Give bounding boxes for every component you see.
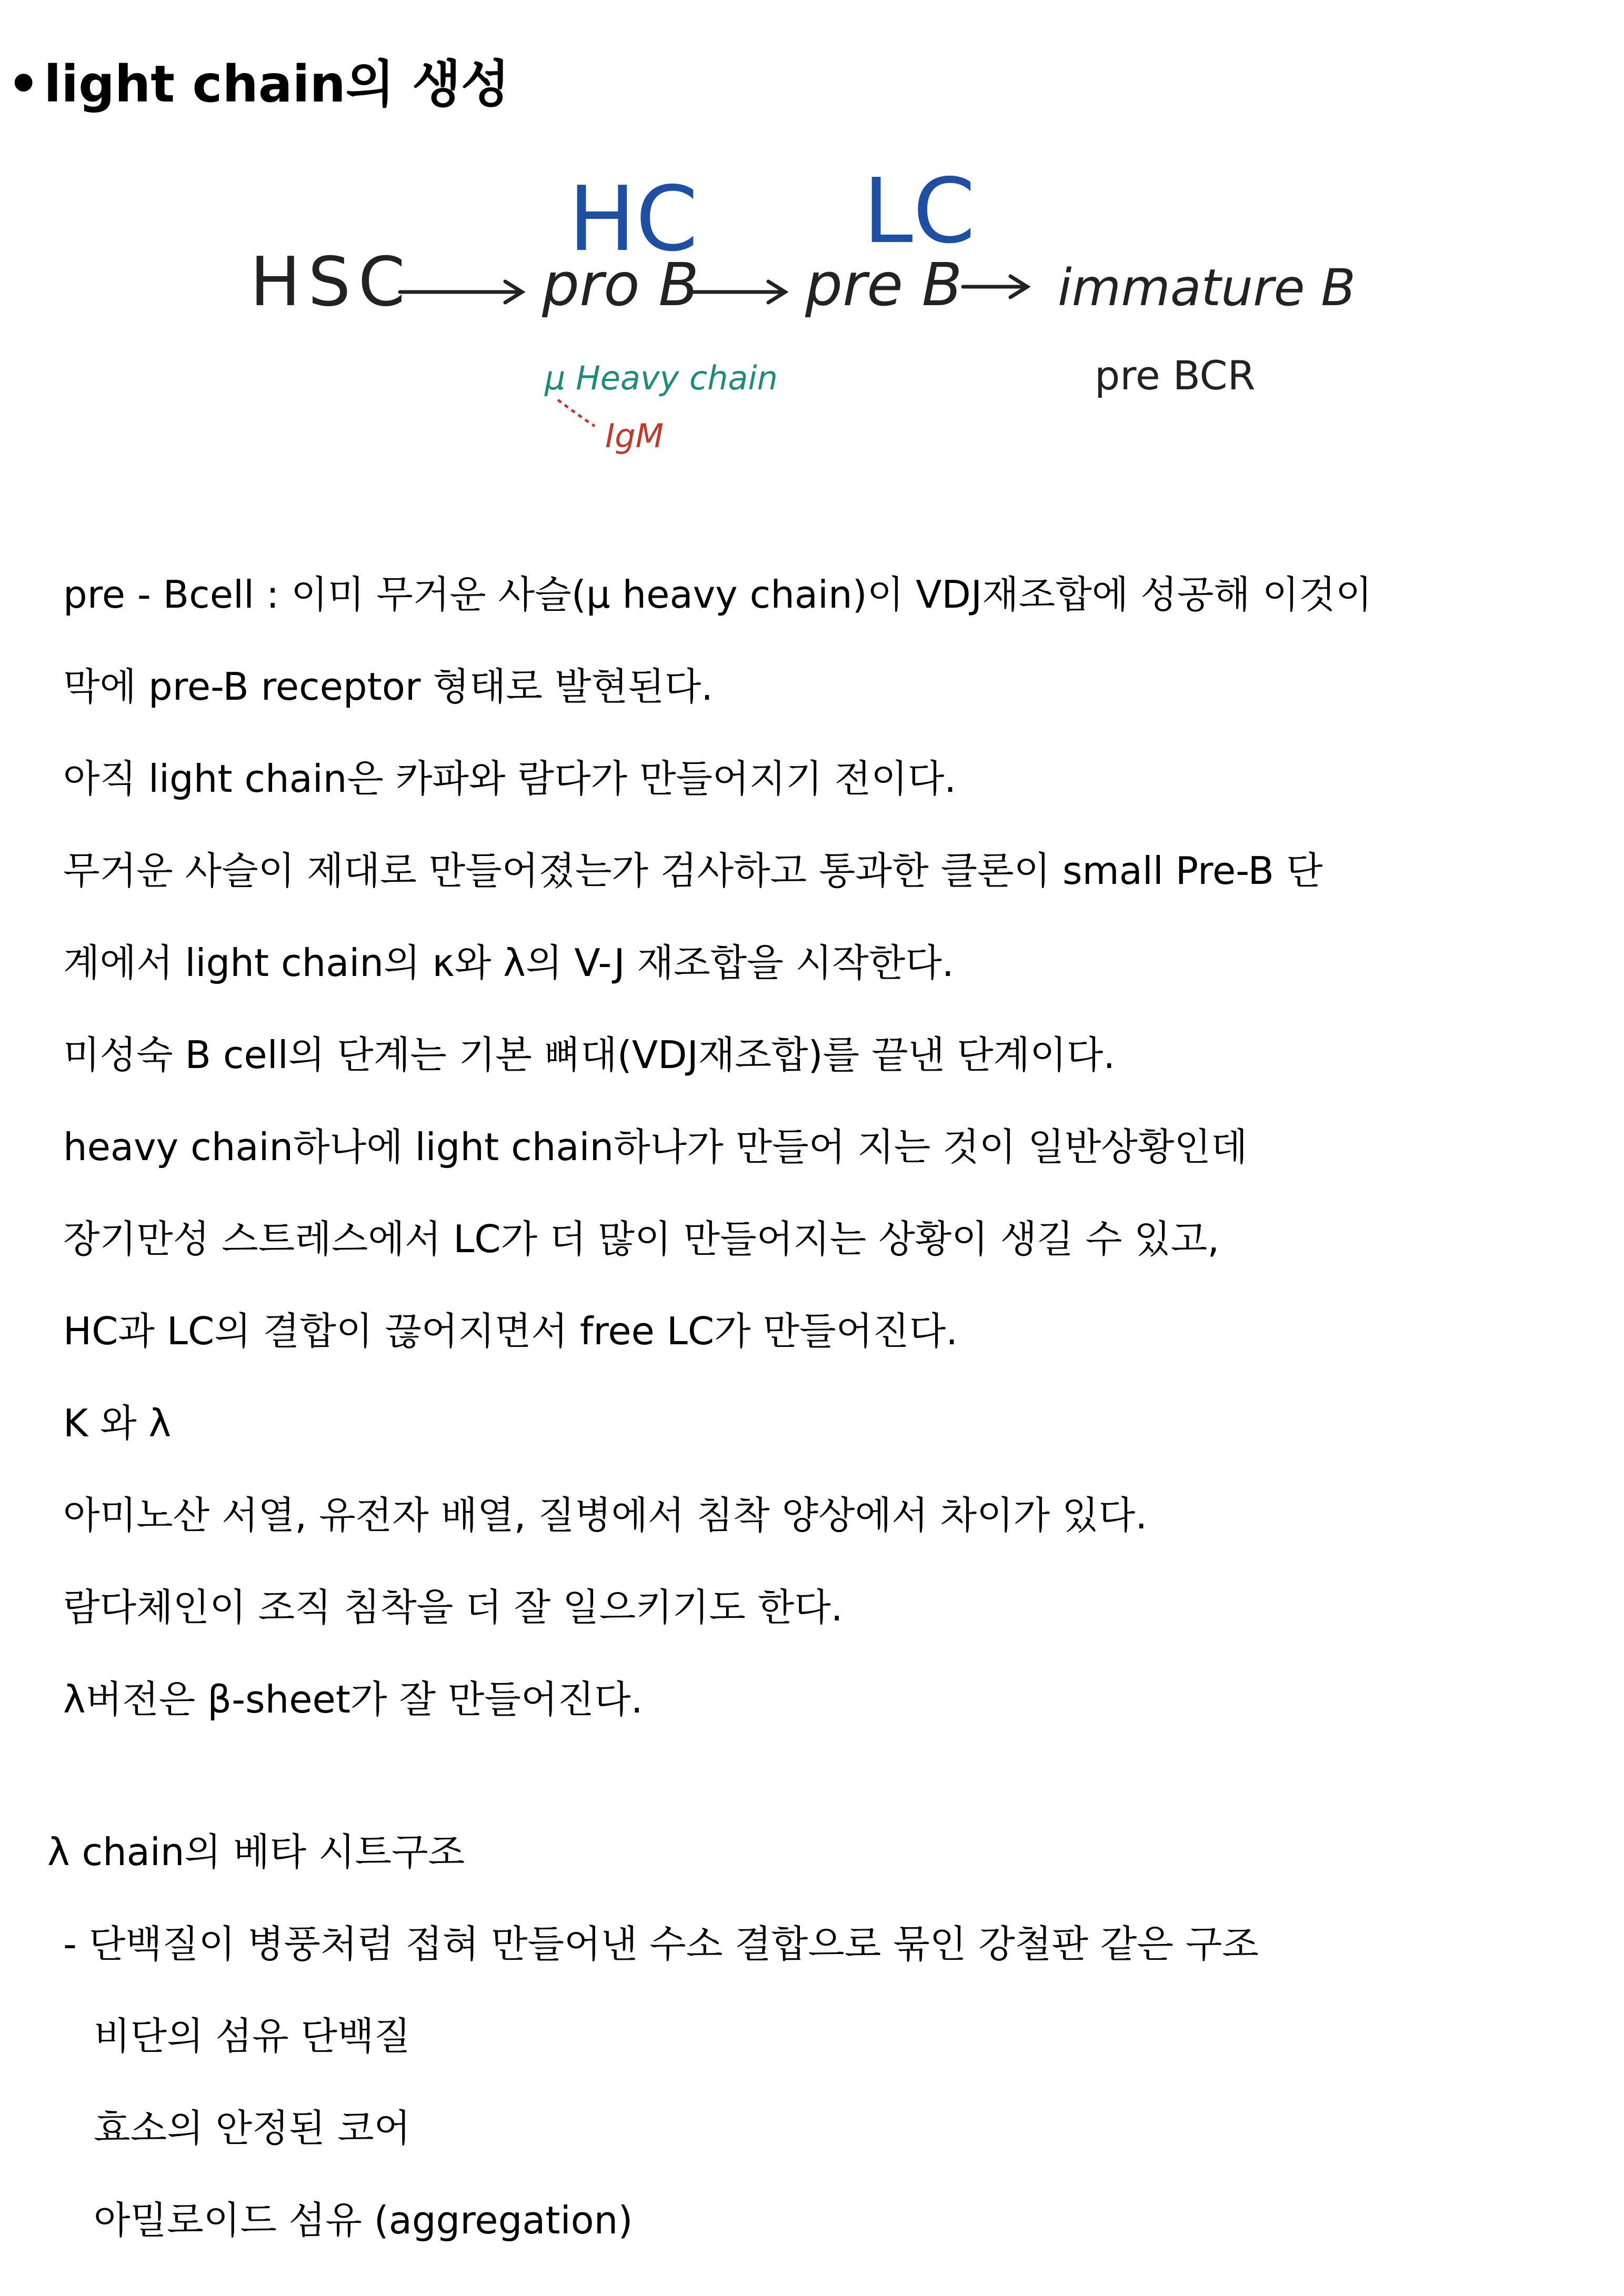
stage-hsc: HSC: [250, 243, 413, 321]
note-mu-heavy-chain: μ Heavy chain: [545, 359, 778, 397]
body-line-13: λ버전은 β-sheet가 잘 만들어진다.: [63, 1677, 643, 1721]
body-line-12: 람다체인이 조직 침착을 더 잘 일으키기도 한다.: [63, 1585, 843, 1629]
arrow-icon: [689, 281, 785, 303]
lambda-item-4: 아밀로이드 섬유 (aggregation): [94, 2198, 633, 2242]
label-lc: LC: [863, 159, 976, 264]
title-bullet: •: [7, 55, 40, 114]
label-hc: HC: [568, 167, 698, 271]
body-line-6: 미성숙 B cell의 단계는 기본 뼈대(VDJ재조합)를 끝낸 단계이다.: [63, 1033, 1116, 1077]
body-line-10: K 와 λ: [63, 1401, 172, 1445]
body-line-2: 막에 pre-B receptor 형태로 발현된다.: [63, 664, 714, 709]
body-line-7: heavy chain하나에 light chain하나가 만들어 지는 것이 일반상황인데: [63, 1125, 1248, 1169]
lambda-item-3: 효소의 안정된 코어: [94, 2106, 411, 2150]
arrow-icon: [963, 276, 1027, 297]
body-line-3: 아직 light chain은 카파와 람다가 만들어지기 전이다.: [63, 757, 957, 801]
lambda-item-2: 비단의 섬유 단백질: [94, 2014, 411, 2058]
dotted-arrow-icon: [558, 400, 595, 426]
body-line-11: 아미노산 서열, 유전자 배열, 질병에서 침착 양상에서 차이가 있다.: [63, 1493, 1148, 1537]
stage-immature-b: immature B: [1058, 258, 1356, 317]
body-line-4: 무거운 사슬이 제대로 만들어졌는가 검사하고 통과한 클론이 small Pre-B 단: [63, 849, 1323, 893]
stage-pre-b: pre B: [805, 251, 963, 319]
lambda-section-heading: λ chain의 베타 시트구조: [47, 1830, 465, 1874]
body-line-1: pre - Bcell : 이미 무거운 사슬(μ heavy chain)이 VDJ재조합에 성공해 이것이: [63, 572, 1372, 617]
note-pre-bcr: pre BCR: [1095, 352, 1256, 399]
title-text: light chain의 생성: [44, 55, 510, 114]
stage-pro-b: pro B: [542, 251, 699, 319]
body-line-5: 계에서 light chain의 κ와 λ의 V-J 재조합을 시작한다.: [63, 941, 954, 985]
body-line-9: HC과 LC의 결합이 끊어지면서 free LC가 만들어진다.: [63, 1309, 958, 1353]
arrow-icon: [400, 281, 522, 303]
note-igm: IgM: [605, 417, 664, 455]
b-cell-development-diagram: [0, 153, 1624, 479]
page-title: [7, 53, 509, 116]
lambda-item-1: - 단백질이 병풍처럼 접혀 만들어낸 수소 결합으로 묶인 강철판 같은 구조: [63, 1922, 1259, 1966]
body-line-8: 장기만성 스트레스에서 LC가 더 많이 만들어지는 상황이 생길 수 있고,: [63, 1217, 1220, 1261]
